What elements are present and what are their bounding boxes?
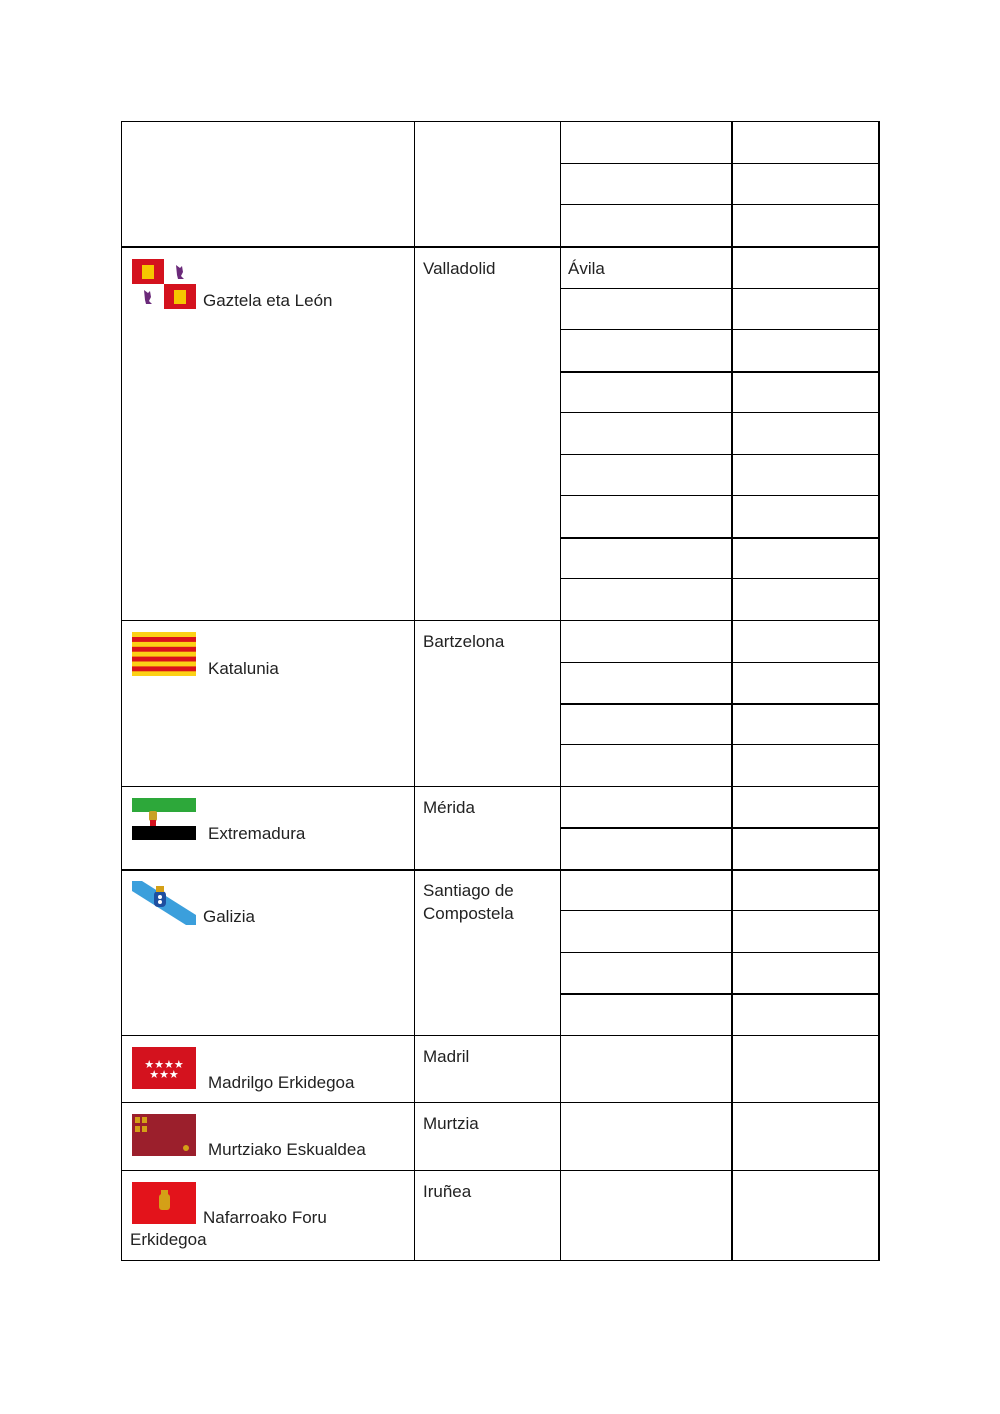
extra-cell[interactable] (732, 703, 878, 744)
region-cell (121, 246, 414, 620)
extra-cell[interactable] (732, 246, 878, 288)
province-cell[interactable] (560, 454, 732, 495)
extra-cell[interactable] (732, 288, 878, 329)
extra-cell[interactable] (732, 1170, 878, 1261)
capital-cell (414, 1170, 560, 1261)
province-cell[interactable] (560, 246, 732, 288)
province-cell[interactable] (560, 744, 732, 786)
province-cell[interactable] (560, 1170, 732, 1261)
province-cell[interactable] (560, 121, 732, 163)
capital-cell (414, 869, 560, 1035)
capital-name: Madril (423, 1047, 470, 1066)
province-cell[interactable] (560, 1102, 732, 1170)
capital-name: Bartzelona (423, 632, 505, 651)
extra-cell[interactable] (732, 662, 878, 703)
province-cell[interactable] (560, 163, 732, 204)
region-name: Katalunia (208, 659, 279, 678)
extra-cell[interactable] (732, 952, 878, 993)
province-name: Ávila (568, 259, 605, 278)
extra-cell[interactable] (732, 578, 878, 620)
province-cell[interactable] (560, 910, 732, 952)
extra-cell[interactable] (732, 744, 878, 786)
extra-cell[interactable] (732, 412, 878, 454)
region-name: Murtziako Eskualdea (208, 1140, 366, 1159)
capital-name-line2: Compostela (423, 904, 514, 923)
castile-leon-flag-icon (132, 259, 196, 309)
province-cell[interactable] (560, 952, 732, 993)
extra-cell[interactable] (732, 620, 878, 662)
province-cell[interactable] (560, 620, 732, 662)
extra-cell[interactable] (732, 121, 878, 163)
svg-text:★★★: ★★★ (149, 1068, 179, 1081)
region-name-line2: Erkidegoa (130, 1230, 207, 1249)
murcia-flag-icon (132, 1114, 196, 1156)
extremadura-flag-icon (132, 798, 196, 840)
extra-cell[interactable] (732, 454, 878, 495)
region-cell (121, 620, 414, 786)
capital-cell (414, 246, 560, 620)
capital-cell (414, 1035, 560, 1102)
province-cell[interactable] (560, 786, 732, 827)
extra-cell[interactable] (732, 827, 878, 869)
capital-cell (414, 1102, 560, 1170)
region-name: Gaztela eta León (203, 291, 333, 310)
capital-name: Valladolid (423, 259, 496, 278)
region-cell (121, 121, 414, 246)
region-cell (121, 1170, 414, 1261)
extra-cell[interactable] (732, 869, 878, 910)
region-name: Madrilgo Erkidegoa (208, 1073, 355, 1092)
autonomous-communities-table (121, 121, 880, 1261)
capital-name: Mérida (423, 798, 475, 817)
province-cell[interactable] (560, 412, 732, 454)
province-cell[interactable] (560, 662, 732, 703)
capital-cell (414, 121, 560, 246)
capital-name: Iruñea (423, 1182, 472, 1201)
galicia-flag-icon (132, 881, 196, 925)
province-cell[interactable] (560, 495, 732, 537)
region-name: Extremadura (208, 824, 306, 843)
extra-cell[interactable] (732, 993, 878, 1035)
capital-cell (414, 786, 560, 869)
capital-cell (414, 620, 560, 786)
column-divider (731, 121, 733, 1261)
province-cell[interactable] (560, 204, 732, 246)
extra-cell[interactable] (732, 329, 878, 371)
province-cell[interactable] (560, 578, 732, 620)
extra-cell[interactable] (732, 1035, 878, 1102)
extra-cell[interactable] (732, 786, 878, 827)
madrid-flag-icon (132, 1047, 196, 1089)
province-cell[interactable] (560, 288, 732, 329)
extra-cell[interactable] (732, 163, 878, 204)
capital-name-line1: Santiago de (423, 881, 514, 900)
province-cell[interactable] (560, 869, 732, 910)
extra-cell[interactable] (732, 1102, 878, 1170)
province-cell[interactable] (560, 371, 732, 412)
extra-cell[interactable] (732, 204, 878, 246)
region-cell (121, 1102, 414, 1170)
extra-cell[interactable] (732, 537, 878, 578)
region-name-line1: Nafarroako Foru (203, 1208, 327, 1227)
capital-name: Murtzia (423, 1114, 479, 1133)
catalonia-flag-icon (132, 632, 196, 676)
province-cell[interactable] (560, 703, 732, 744)
extra-cell[interactable] (732, 371, 878, 412)
extra-cell[interactable] (732, 495, 878, 537)
province-cell[interactable] (560, 993, 732, 1035)
svg-text:★★★★: ★★★★ (144, 1058, 184, 1071)
region-name: Galizia (203, 907, 255, 926)
extra-cell[interactable] (732, 910, 878, 952)
province-cell[interactable] (560, 827, 732, 869)
region-cell (121, 1035, 414, 1102)
navarre-flag-icon (132, 1182, 196, 1224)
region-cell (121, 869, 414, 1035)
province-cell[interactable] (560, 329, 732, 371)
region-cell (121, 786, 414, 869)
province-cell[interactable] (560, 1035, 732, 1102)
province-cell[interactable] (560, 537, 732, 578)
